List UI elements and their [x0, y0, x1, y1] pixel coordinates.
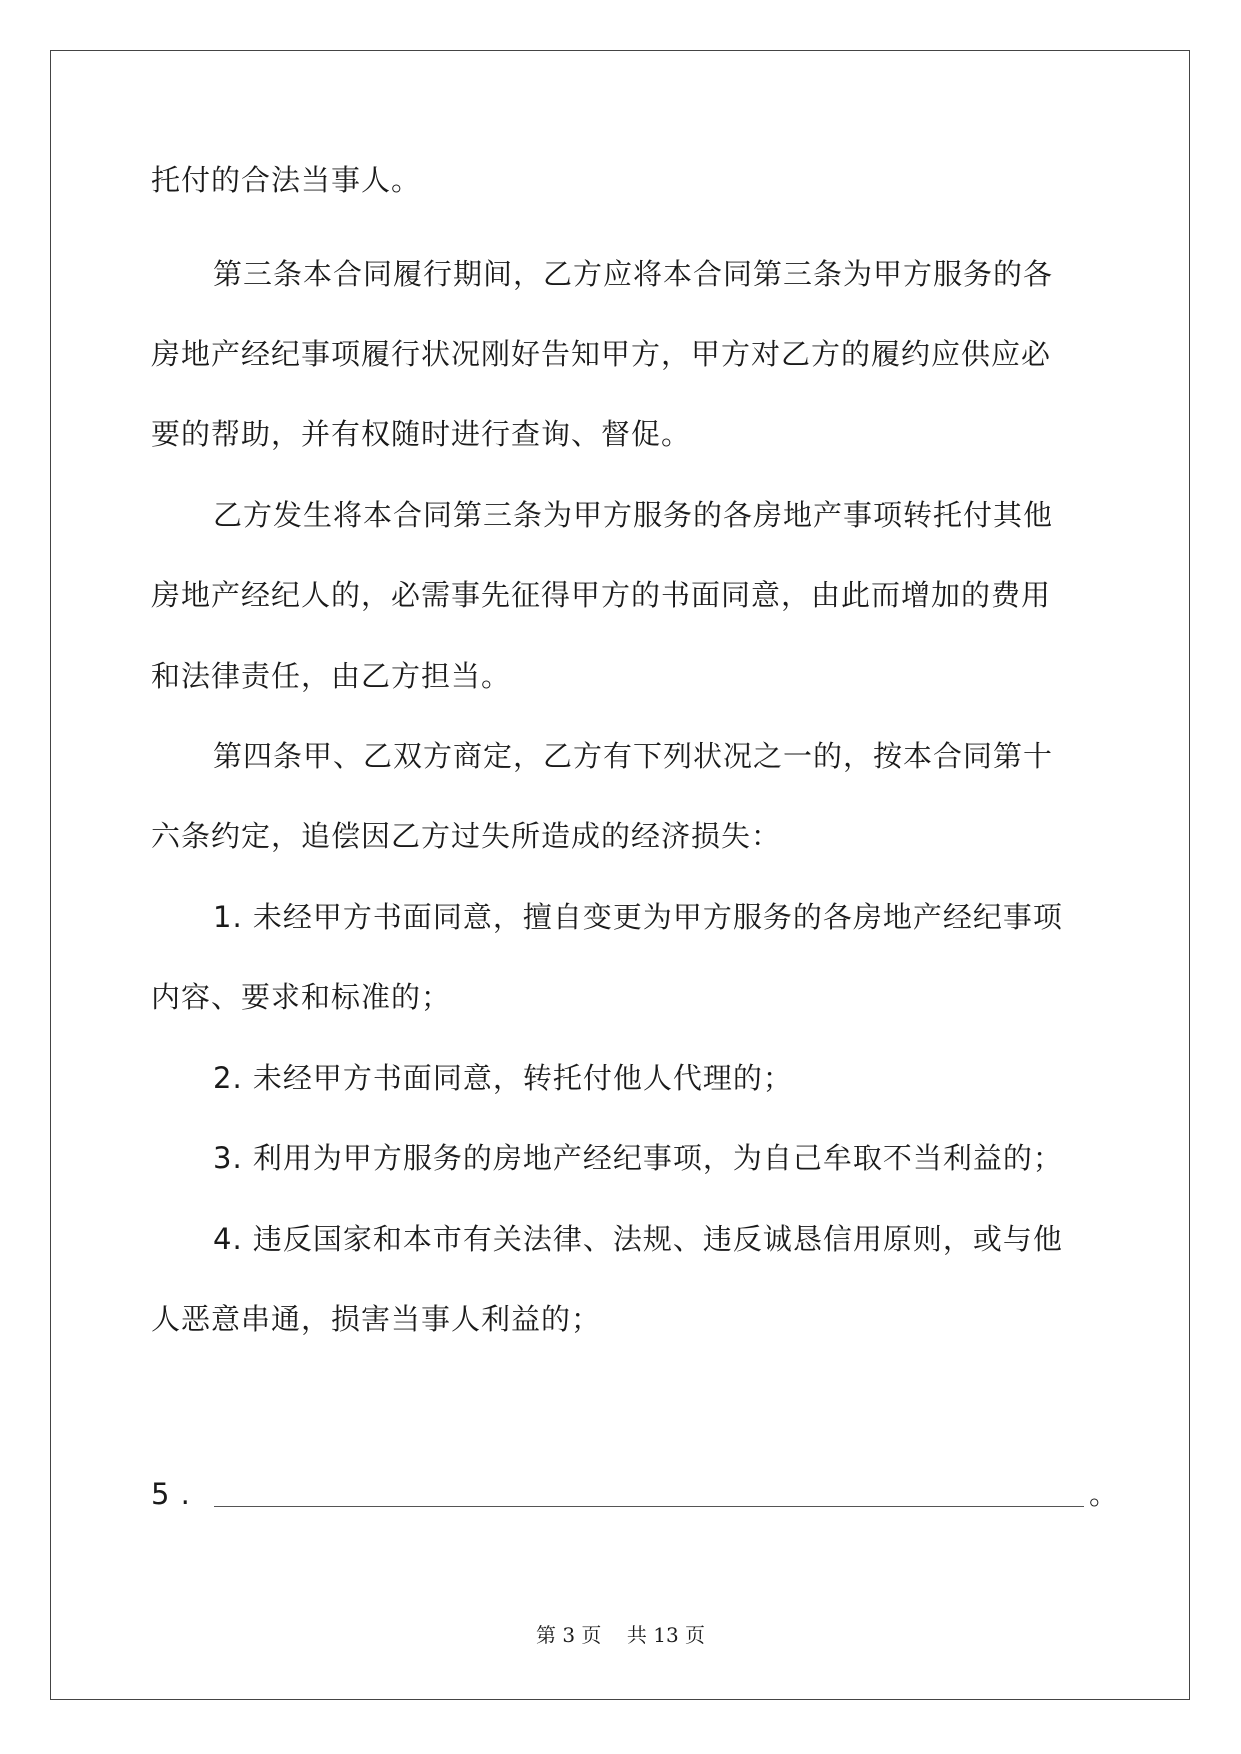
paragraph-line: 六条约定，追偿因乙方过失所造成的经济损失：: [151, 819, 782, 853]
paragraph-line: 房地产经纪事项履行状况刚好告知甲方，甲方对乙方的履约应供应必: [151, 337, 1052, 371]
blank-item-end: 。: [1089, 1477, 1120, 1511]
paragraph-line: 乙方发生将本合同第三条为甲方服务的各房地产事项转托付其他: [213, 498, 1054, 532]
list-item-line: 1. 未经甲方书面同意，擅自变更为甲方服务的各房地产经纪事项: [213, 900, 1063, 934]
paragraph-line: 托付的合法当事人。: [151, 163, 422, 197]
paragraph-line: 房地产经纪人的，必需事先征得甲方的书面同意，由此而增加的费用: [151, 578, 1052, 612]
page-number: 第 3 页: [535, 1623, 602, 1647]
list-item-line: 3. 利用为甲方服务的房地产经纪事项，为自己牟取不当利益的；: [213, 1141, 1063, 1175]
blank-underline: [214, 1506, 1084, 1507]
page-border: [50, 50, 1190, 1700]
list-item-line: 内容、要求和标准的；: [151, 980, 452, 1014]
page-total: 共 13 页: [626, 1623, 706, 1647]
list-item-line: 人恶意串通，损害当事人利益的；: [151, 1302, 602, 1336]
blank-item-number: 5 .: [151, 1477, 191, 1511]
paragraph-line: 要的帮助，并有权随时进行查询、督促。: [151, 417, 692, 451]
page-footer: [0, 1619, 1241, 1648]
paragraph-line: 和法律责任，由乙方担当。: [151, 659, 512, 693]
paragraph-line: 第三条本合同履行期间，乙方应将本合同第三条为甲方服务的各: [213, 257, 1054, 291]
list-item-line: 2. 未经甲方书面同意，转托付他人代理的；: [213, 1061, 793, 1095]
fill-in-blank-item: [151, 1477, 1120, 1511]
list-item-line: 4. 违反国家和本市有关法律、法规、违反诚恳信用原则，或与他: [213, 1222, 1063, 1256]
paragraph-line: 第四条甲、乙双方商定，乙方有下列状况之一的，按本合同第十: [213, 739, 1054, 773]
